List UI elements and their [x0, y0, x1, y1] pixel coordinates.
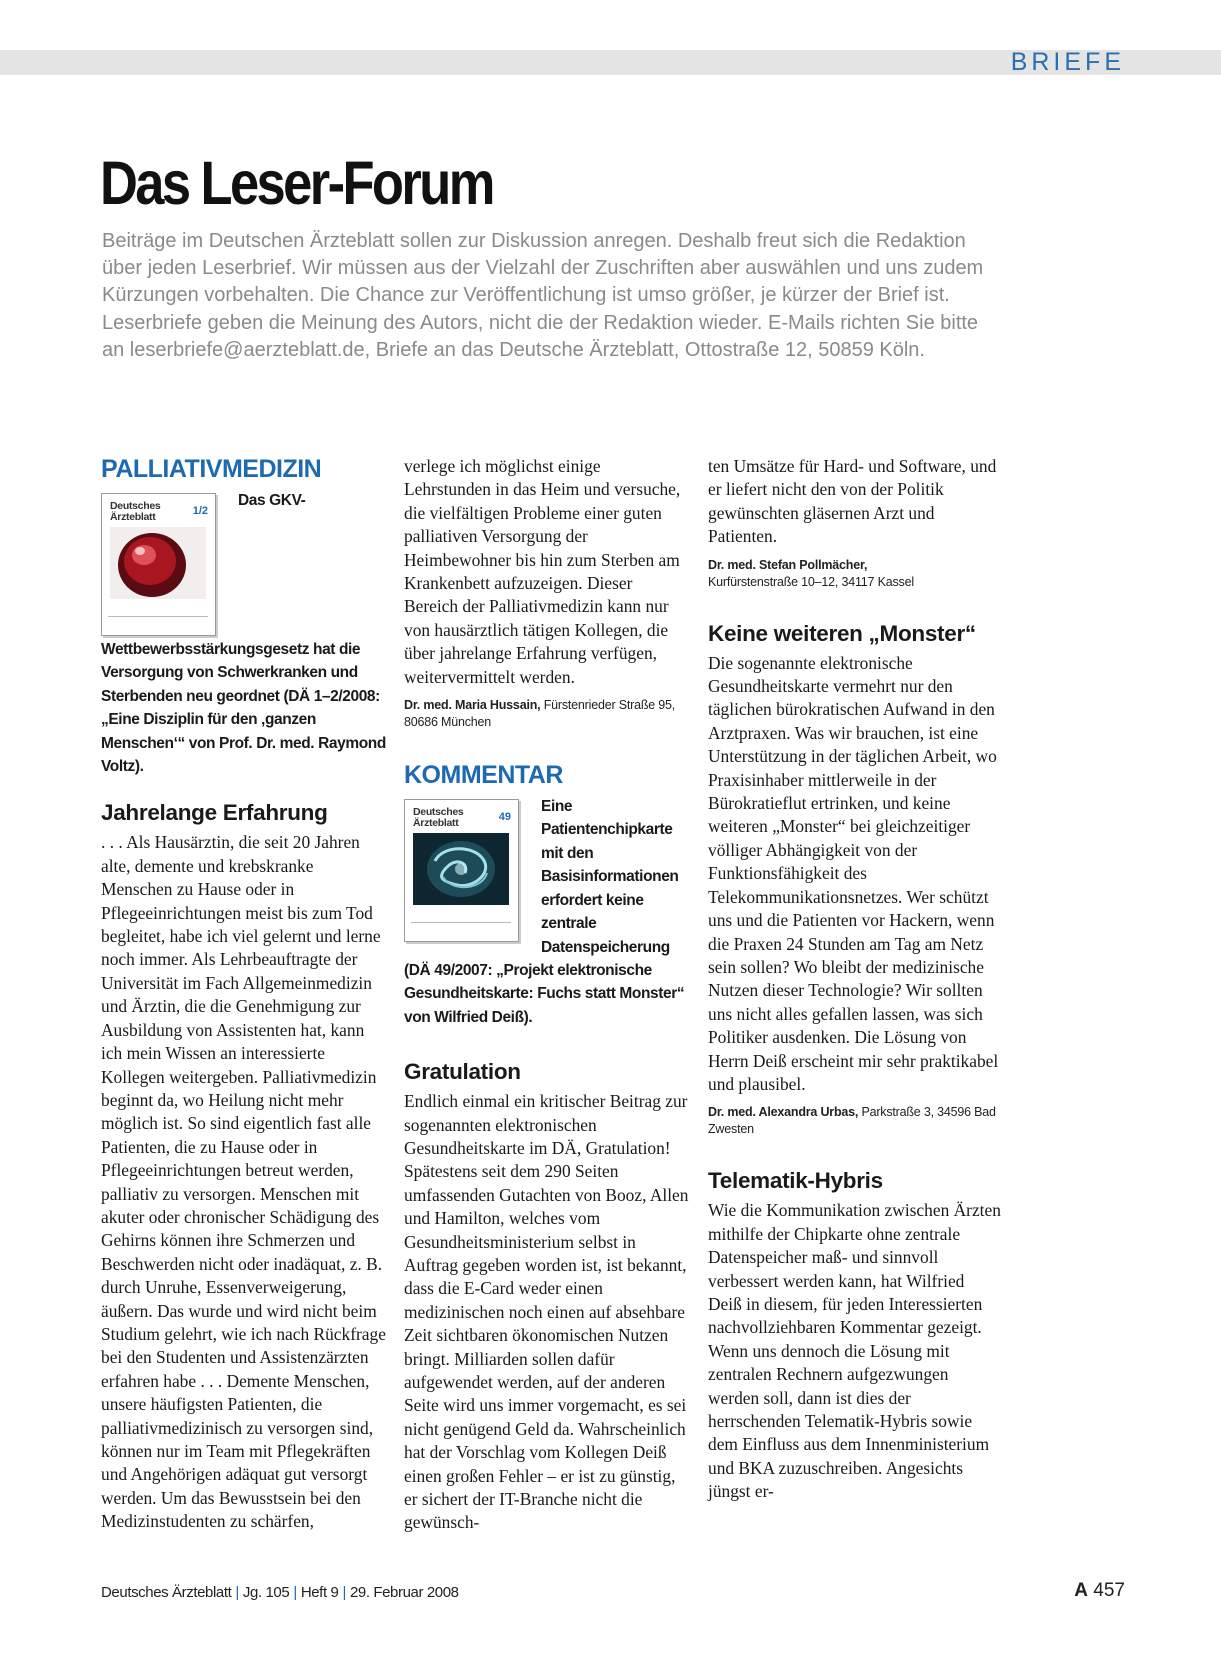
letter-body: Endlich einmal ein kritischer Beitrag zur sogenannten elektronischen Gesundheitskarte im DÄ, Gratulation! Spätestens seit dem 290 Seiten umfassenden Gutachten von Booz, Allen und Hamilton, welches vom Gesundheitsministerium selbst in Auftrag gegeben worden ist, ist bekannt, dass die E-Card weder einen medizinischen noch einen auf absehbare Zeit sichtbaren ökonomischen Nutzen bringt. Milliarden sollen dafür aufgewendet werden, auf der anderen Seite wird uns immer vorgemacht, es sei nicht genügend Geld da. Wahrscheinlich hat der Vorschlag vom Kollegen Deiß einen großen Fehler – er ist zu günstig, er sichert der IT-Branche nicht die gewünsch-: [404, 1091, 689, 1533]
reference-block: [101, 489, 386, 778]
letter-heading: Jahrelange Erfahrung: [101, 800, 328, 826]
magazine-cover-thumbnail: [101, 493, 216, 636]
page-title: Das Leser-Forum: [100, 149, 493, 217]
reference-block: [404, 795, 689, 1029]
cover-masthead: Deutsches Ärzteblatt: [110, 500, 161, 523]
letter-body-continued: verlege ich möglichst einige Lehrstunden in das Heim und versuche, die vielfältigen Probleme einer guten palliativen Versorgung der Heimbewohner bis hin zum Sterben am Krankenbett aufzuzeigen. Dieser Bereich der Palliativmedizin kann nur von hausärztlich tätigen Kollegen, die über jahrelange Erfahrung verfügen, weitervermittelt werden.: [404, 456, 681, 687]
cover-image-xray: [413, 833, 509, 905]
letter-signature: [404, 697, 689, 731]
column-3: [708, 455, 1001, 1504]
author-address: Kurfürstenstraße 10–12, 34117 Kassel: [708, 574, 914, 589]
letter-heading: Telematik-Hybris: [708, 1168, 883, 1194]
letter-signature: [708, 1104, 1001, 1138]
author-address: Parkstraße 3, 34596 Bad Zwesten: [708, 1105, 996, 1137]
letter-heading: Keine weiteren „Monster“: [708, 620, 976, 646]
cover-image-heart: [110, 527, 206, 599]
footer-date: 29. Februar 2008: [349, 1584, 459, 1601]
author-address: Fürstenrieder Straße 95, 80686 München: [404, 698, 676, 730]
letter-body: . . . Als Hausärztin, die seit 20 Jahren alte, demente und krebskranke Menschen zu Hause oder in Pflegeeinrichtungen meist bis zum Tod begleitet, habe ich viel gelernt und lerne noch immer. Als Lehrbeauftragte der Universität im Fach Allgemeinmedizin und Ärztin, die die Genehmigung zur Ausbildung von Assistenten hat, kann ich mein Wissen an interessierte Kollegen weitergeben. Palliativmedizin beginnt da, wo Heilung nicht mehr möglich ist. So sind eigentlich fast alle Patienten, die zu Hause oder in Pflegeeinrichtungen betreut werden, palliativ zu versorgen. Menschen mit akuter oder chronischer Schädigung des Gehirns können ihre Schmerzen und Beschwerden nicht oder inadäquat, z. B. durch Unruhe, Essenverweigerung, äußern. Das wurde und wird nicht beim Studium gelehrt, wie ich nach Rückfrage bei den Studenten und Assistenzärzten erfahren habe . . . Demente Menschen, unsere häufigsten Patienten, die palliativmedizinisch zu versorgen sind, können nur im Team mit Pflegekräften und Angehörigen adäquat gut versorgt werden. Um das Bewusstsein bei den Medizinstudenten zu schärfen,: [101, 832, 386, 1532]
cover-footer: [411, 922, 511, 935]
cover-footer: [108, 616, 208, 629]
letter-body: Die sogenannte elektronische Gesundheitskarte vermehrt nur den täglichen bürokratischen Aufwand in den Arztpraxen. Was wir brauchen, ist eine Unterstützung in der täglichen Arbeit, wo Praxisinhaber mittlerweile in der Bürokratieflut ertrinken, und keine weiteren „Monster“ bei gleichzeitiger völliger Abhängigkeit von der Funktionsfähigkeit des Telekommunikationsnetzes. Wer schützt uns und die Patienten vor Hackern, wenn die Praxen 24 Stunden am Tag am Netz sein sollen? Wo bleibt der medizinische Nutzen dieser Technologie? Wir sollten uns nicht alles gefallen lassen, was sich Politiker ausdenken. Die Lösung von Herrn Deiß erscheint mir sehr praktikabel und plausibel.: [708, 652, 999, 1094]
page-prefix: A: [1074, 1580, 1089, 1601]
cover-masthead: Deutsches Ärzteblatt: [413, 806, 464, 830]
column-1: [101, 455, 386, 1534]
footer-citation: Deutsches Ärzteblatt | Jg. 105 | Heft 9 | 29. Februar 2008: [101, 1584, 459, 1601]
magazine-cover-thumbnail: [404, 799, 519, 942]
letter-body: Wie die Kommunikation zwischen Ärzten mithilfe der Chipkarte ohne zentrale Datenspeicher maß- und sinnvoll verbessert werden kann, hat Wilfried Deiß in diesem, für jeden Interessierten nachvollziehbaren Kommentar gezeigt. Wenn uns dennoch die Lösung mit zentralen Rechnern aufgezwungen werden soll, dann ist dies der herrschenden Telematik-Hybris sowie dem Einfluss aus dem Innenministerium und BKA zuzuschreiben. Angesichts jüngst er-: [708, 1200, 1001, 1502]
footer-issue: Heft 9: [300, 1584, 339, 1601]
cover-issue-number: 49: [498, 811, 511, 824]
reference-text: Eine Patientenchipkarte mit den Basisinformationen erfordert keine zentrale Datenspeicherung (DÄ 49/2007: „Projekt elektronische Gesundheitskarte: Fuchs statt Monster“ von Wilfried Deiß).: [404, 798, 685, 1026]
footer-volume: Jg. 105: [242, 1584, 290, 1601]
letter-body-continued: ten Umsätze für Hard- und Software, und er liefert nicht den von der Politik gewünschten gläsernen Arzt und Patienten.: [708, 456, 997, 547]
cover-issue-number: 1/2: [192, 505, 208, 517]
category-heading: PALLIATIVMEDIZIN: [101, 455, 322, 483]
reference-text: Das GKV-Wettbewerbsstärkungsgesetz hat die Versorgung von Schwerkranken und Sterbenden neu geordnet (DÄ 1–2/2008: „Eine Disziplin für den ‚ganzen Menschen‘“ von Prof. Dr. med. Raymond Voltz).: [101, 492, 386, 776]
page-number: [1074, 1580, 1125, 1602]
author-name: Dr. med. Stefan Pollmächer,: [708, 557, 868, 572]
category-heading: KOMMENTAR: [404, 761, 563, 790]
footer-journal: Deutsches Ärzteblatt: [101, 1584, 232, 1601]
column-2: [404, 455, 689, 1535]
letter-signature: [708, 557, 1001, 591]
page-number-value: 457: [1093, 1580, 1125, 1601]
author-name: Dr. med. Maria Hussain,: [404, 698, 541, 713]
letter-heading: Gratulation: [404, 1059, 521, 1085]
author-name: Dr. med. Alexandra Urbas,: [708, 1105, 859, 1120]
intro-text: Beiträge im Deutschen Ärzteblatt sollen zur Diskussion anregen. Deshalb freut sich die Redaktion über jeden Leserbrief. Wir müssen aus der Vielzahl der Zuschriften aber auswählen und uns zudem Kürzungen vorbehalten. Die Chance zur Veröffentlichung ist umso größer, je kürzer der Brief ist. Leserbriefe geben die Meinung des Autors, nicht die der Redaktion wieder. E-Mails richten Sie bitte an leserbriefe@aerzteblatt.de, Briefe an das Deutsche Ärzteblatt, Ottostraße 12, 50859 Köln.: [102, 230, 984, 361]
section-label: BRIEFE: [1010, 48, 1125, 76]
